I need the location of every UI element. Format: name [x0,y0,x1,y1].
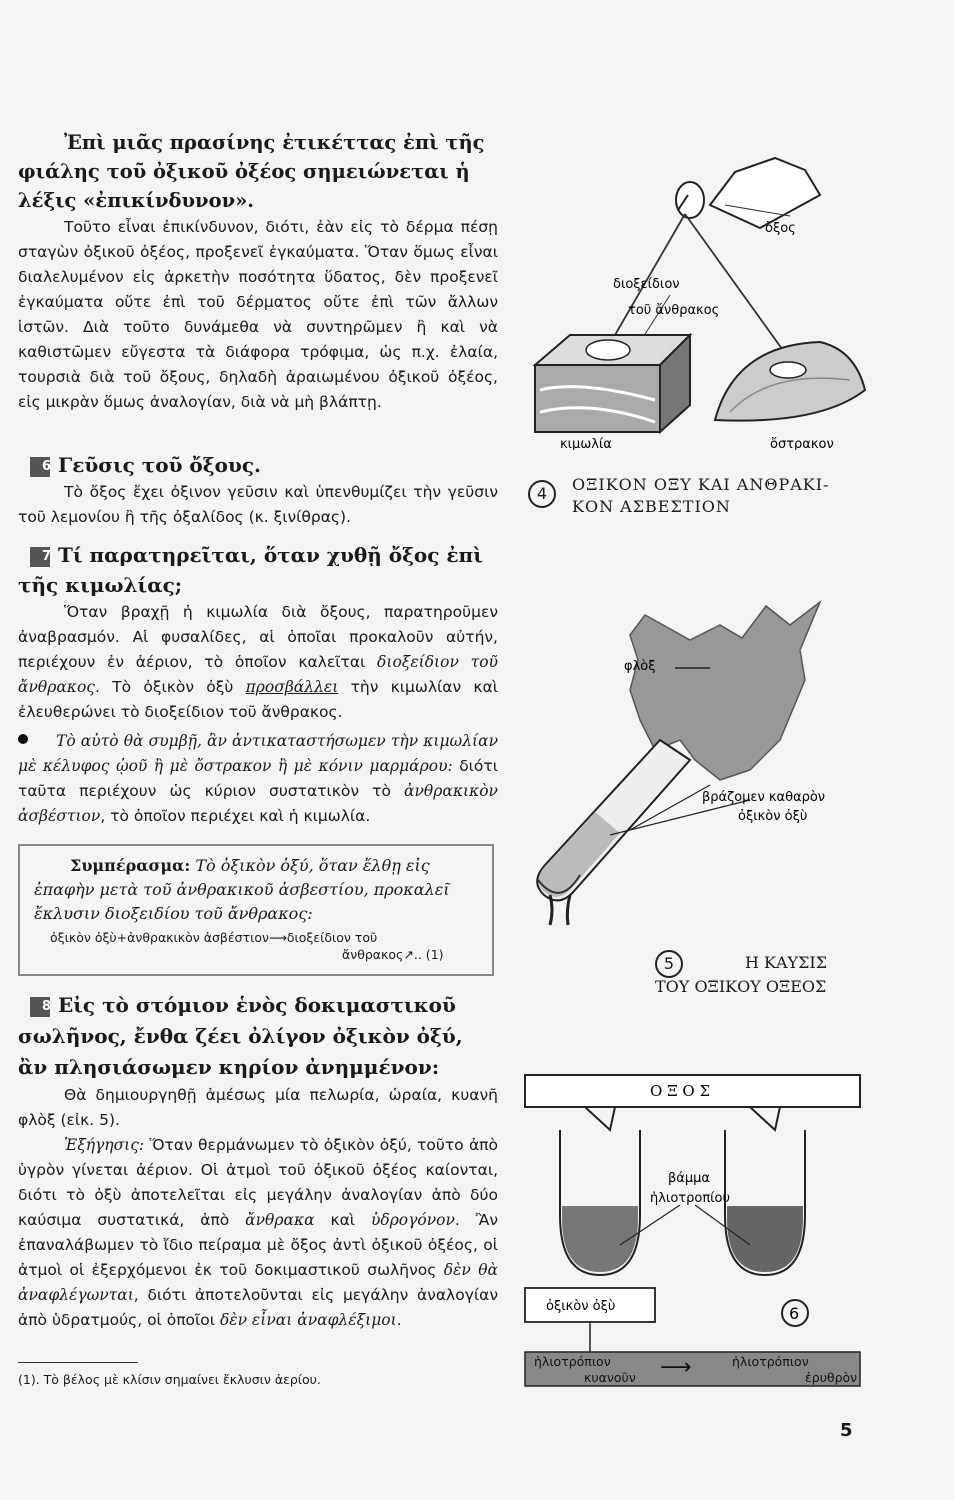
section-6-body: Τὸ ὄξος ἔχει ὀξινον γεῦσιν καὶ ὑπενθυμίζει τὴν γεῦσιν τοῦ λεμονίου ἢ τῆς ὀξαλίδος (κ. ξινίθρας). [18,483,498,526]
figure-4-circle: 4 [528,480,556,508]
term-not-flammable: δὲν εἶναι ἀναφλέξιμοι [219,1311,397,1329]
section-8-explanation [18,1133,498,1333]
vinegar-bottle-icon [676,158,820,228]
label-dye-2: ἡλιοτροπίου [650,1191,731,1206]
expl-4: , διότι ἀποτελοῦνται εἰς μεγάλην ἀναλογίαν ἀπὸ ὑδρατμούς, οἱ ὁποῖοι [18,1286,498,1329]
bar-left-2: κυανοῦν [584,1370,636,1385]
section-6-heading [18,450,498,480]
section-6-number: 6 [30,457,50,477]
section-7-text-2: . Τὸ ὀξικὸν ὀξὺ [94,678,234,696]
section-7-title: Τί παρατηρεῖται, ὅταν χυθῇ ὄξος ἐπὶ τῆς κιμωλίας; [18,543,483,597]
expl-2: καὶ [330,1211,356,1229]
chalk-block-icon [535,335,690,432]
equation-reactants: ὀξικὸν ὀξὺ+ἀνθρακικὸν ἀσβέστιον [50,930,269,945]
section-7-number: 7 [30,547,50,567]
section-7-term-co2: διοξείδιον τοῦ ἄνθρακος [18,653,498,696]
gas-arrow-icon: ↗ [403,947,414,962]
label-dye-1: βάμμα [668,1171,710,1186]
section-8-body: Θὰ δημιουργηθῇ ἀμέσως μία πελωρία, ὡραία, κυανῆ φλὸξ (εἰκ. 5). [18,1086,498,1129]
section-8-number: 8 [30,997,50,1017]
conclusion-equation [34,930,478,945]
section-8-heading [18,990,498,1083]
expl-3: . Ἂν ἐπαναλάβωμεν τὸ ἴδιο πείραμα μὲ ὄξος ἀντὶ ὀξικοῦ ὀξέος, οἱ ἀτμοὶ οἱ ἐξερχόμενοι ἐκ τοῦ δοκιμαστικοῦ σωλῆνος [18,1211,498,1279]
label-acid-1: βράζομεν καθαρὸν [702,790,826,805]
figure-5-circle: 5 [655,950,683,978]
section-6 [18,450,498,530]
bullet-end: , τὸ ὁποῖον περιέχει καὶ ἡ κιμωλία. [100,807,371,825]
section-7-text-3: τὴν κιμωλίαν καὶ ἐλευθερώνει τὸ διοξείδιον τοῦ ἄνθρακος. [18,678,499,721]
section-7-bullet [18,729,498,829]
label-acid: ὀξικὸν ὀξὺ [546,1299,616,1314]
label-chalk: κιμωλία [560,437,612,450]
page-number: 5 [840,1420,853,1441]
term-hydrogen: ὑδρογόνον [370,1211,455,1229]
section-6-title: Γεῦσις τοῦ ὄξους. [58,453,261,477]
bullet-dot-icon [18,734,28,744]
explanation-label: Ἐξήγησις: [64,1136,145,1154]
equation-arrow-icon: ⟶ [268,930,287,945]
term-carbon: ἄνθρακα [245,1211,315,1229]
bullet-text: διότι ταῦτα περιέχουν ὡς κύριον συστατικὸν τὸ [18,757,498,800]
bar-right-2: ἐρυθρὸν [805,1370,858,1385]
section-7-body [18,600,498,725]
test-tube-left-icon [560,1130,640,1275]
intro-heading: Ἐπὶ μιᾶς πρασίνης ἐτικέττας ἐπὶ τῆς φιάλης τοῦ ὀξικοῦ ὀξέος σημειώνεται ἡ λέξις «ἐπικίνδυνον». [18,131,485,212]
expl-5: . [396,1311,402,1329]
shell-icon [715,342,865,421]
conclusion-body: Τὸ ὀξικὸν ὀξύ, ὅταν ἔλθῃ εἰς ἐπαφὴν μετὰ τοῦ ἀνθρακικοῦ ἀσβεστίου, προκαλεῖ ἔκλυσιν διοξειδίου τοῦ ἄνθρακος: [34,856,450,923]
section-7-heading [18,540,498,600]
bullet-term: ἀνθρακικὸν ἀσβέστιον [18,782,498,825]
label-vinegar: ὄξος [765,221,796,236]
term-not-ignite: δὲν θὰ ἀναφλέγωνται [18,1261,498,1304]
conclusion-label: Συμπέρασμα: [70,856,191,875]
figure-5-drawing [520,590,870,940]
label-co2-1: διοξείδιον [613,277,680,292]
intro-block [18,128,498,415]
bar-left-1: ἡλιοτρόπιον [534,1354,611,1369]
figure-4-caption-2: ΚΟΝ ΑΣΒΕΣΤΙΟΝ [572,497,731,516]
label-acid-2: ὀξικὸν ὀξὺ [738,809,808,824]
figure-5-number [655,950,683,978]
equation-ref: .. (1) [413,947,444,962]
section-7-term-attacks: προσβάλλει [245,678,339,696]
section-7 [18,540,498,829]
bar-arrow-icon: ⟶ [660,1355,692,1380]
intro-body: Τοῦτο εἶναι ἐπικίνδυνον, διότι, ἐὰν εἰς τὸ δέρμα πέσῃ σταγὼν ὀξικοῦ ὀξέος, προξενεῖ ἐγκαύματα. Ὅταν ὅμως εἶναι διαλελυμένον εἰς ἀρκετὴν ποσότητα ὕδατος, δὲν προξενεῖ ἐγκαύματα οὔτε ἐπὶ τοῦ δέρματος οὔτε ἐπὶ τῶν ἄλλων ἱστῶν. Διὰ τοῦτο δυνάμεθα νὰ συντηρῶμεν ἢ καὶ νὰ καθιστῶμεν εὔγεστα τὰ διάφορα τρόφιμα, ὡς π.χ. ἐλαία, τουρσιὰ διὰ τοῦ ὄξους, δηλαδὴ ἀραιωμένου ὀξικοῦ ὀξέος, εἰς μικρὰν ὅμως ἀναλογίαν, διὰ νὰ μὴ βλάπτῃ. [18,218,498,411]
figure-5-caption-1: Η ΚΑΥΣΙΣ [745,953,828,972]
section-8 [18,990,498,1333]
equation-product-2: ἄνθρακος [342,947,404,962]
bullet-italic: Τὸ αὐτὸ θὰ συμβῇ, ἂν ἀντικαταστήσωμεν τὴν κιμωλίαν μὲ κέλυφος ᾠοῦ ἢ μὲ ὄστρακον ἢ μὲ κόνιν μαρμάρου: [18,732,498,775]
test-tube-right-icon [725,1130,805,1275]
bar-right-1: ἡλιοτρόπιον [732,1354,809,1369]
footnote: (1). Τὸ βέλος μὲ κλίσιν σημαίνει ἔκλυσιν ἀερίου. [18,1372,321,1387]
figure-4-number [528,480,556,508]
label-vinegar-tray: Ο Ξ Ο Σ [650,1082,711,1100]
figure-5-caption-2: ΤΟΥ ΟΞΙΚΟΥ ΟΞΕΟΣ [655,977,827,996]
label-co2-2: τοῦ ἄνθρακος [628,303,720,318]
figure-4-drawing [520,150,870,450]
section-7-text-1: Ὅταν βραχῇ ἡ κιμωλία διὰ ὄξους, παρατηροῦμεν ἀναβρασμόν. Αἱ φυσαλίδες, αἱ ὁποῖαι προκαλοῦν αὐτήν, περιέχουν ἐν ἀέριον, τὸ ὁποῖον καλεῖται [18,603,498,671]
figure-6-drawing [520,1070,865,1390]
section-8-title: Εἰς τὸ στόμιον ἑνὸς δοκιμαστικοῦ σωλῆνος, ἔνθα ζέει ὀλίγον ὀξικὸν ὀξύ, ἂν πλησιάσωμεν κηρίον ἀνημμένον: [18,993,463,1079]
conclusion-text [34,854,478,926]
equation-product: διοξείδιον τοῦ [286,930,378,945]
figure-6-number: 6 [789,1304,800,1323]
footnote-rule [18,1362,138,1363]
expl-1: Ὅταν θερμάνωμεν τὸ ὀξικὸν ὀξύ, τοῦτο ἀπὸ ὑγρὸν γίνεται ἀέριον. Οἱ ἀτμοὶ τοῦ ὀξικοῦ ὀξέος καίονται, διότι τὸ ὀξὺ ἀποτελεῖται εἰς μεγάλην ἀναλογίαν ἀπὸ δύο καύσιμα συστατικά, ἀπὸ [18,1136,498,1229]
label-flame: φλὸξ [624,659,656,674]
conclusion-box [18,844,494,976]
figure-4-caption-1: ΟΞΙΚΟΝ ΟΞΥ ΚΑΙ ΑΝΘΡΑΚΙ- [572,475,830,494]
conclusion-equation-2 [34,947,478,962]
label-shell: ὄστρακον [770,437,834,450]
